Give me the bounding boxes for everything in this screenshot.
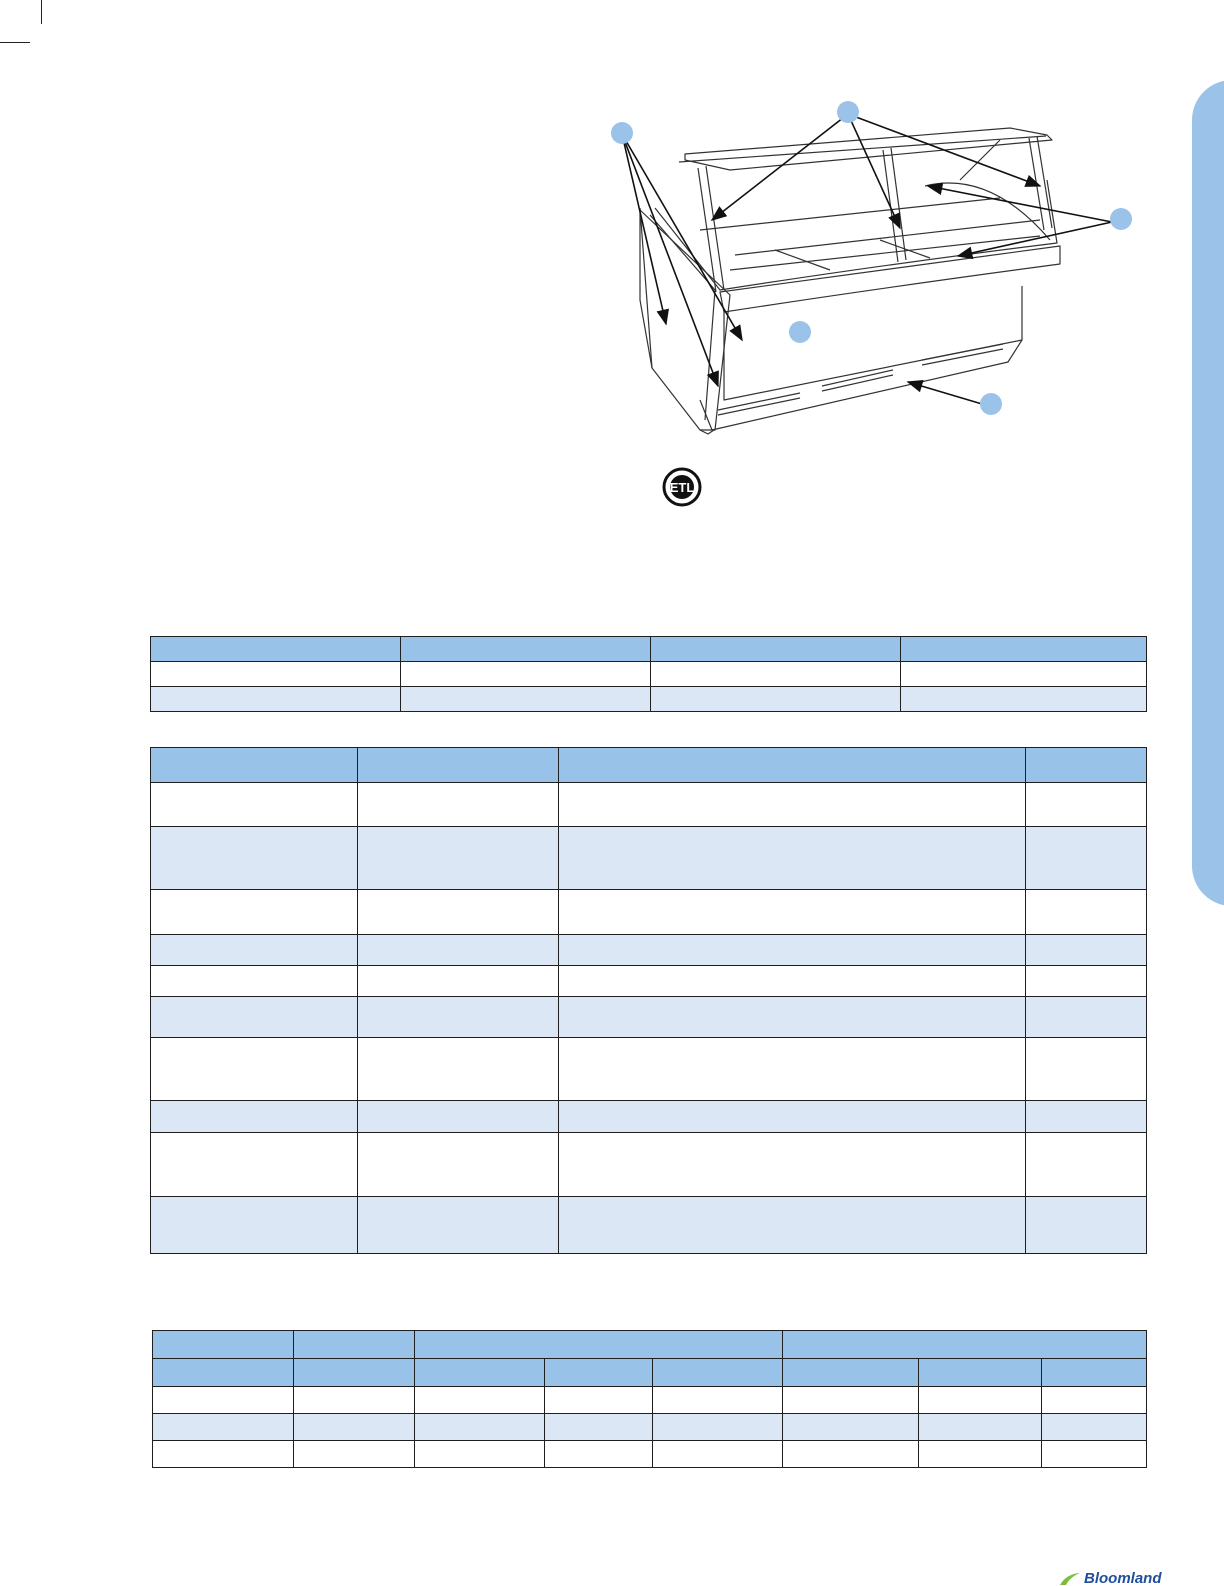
header-cell	[653, 1359, 783, 1387]
table-cell	[358, 890, 559, 935]
header-cell	[545, 1359, 653, 1387]
table-cell	[151, 1133, 358, 1197]
table-cell	[358, 827, 559, 890]
table-cell	[1026, 1101, 1147, 1133]
table-cell	[358, 1197, 559, 1254]
table-cell	[1042, 1414, 1147, 1441]
table-cell	[559, 1038, 1026, 1101]
table-cell	[1026, 997, 1147, 1038]
dimensions-table	[152, 1330, 1147, 1468]
header-group-cell	[415, 1331, 783, 1359]
table-cell	[415, 1414, 545, 1441]
table-cell	[1026, 1038, 1147, 1101]
table-cell	[151, 935, 358, 966]
table-cell	[1026, 935, 1147, 966]
table-cell	[151, 687, 401, 712]
table-cell	[294, 1441, 415, 1468]
case-foot	[700, 430, 714, 434]
table-cell	[415, 1387, 545, 1414]
case-end-left-inner	[650, 215, 715, 420]
table-cell	[358, 997, 559, 1038]
table-cell	[559, 1197, 1026, 1254]
table-cell	[151, 1038, 358, 1101]
header-cell	[401, 637, 651, 662]
table-cell	[294, 1414, 415, 1441]
table-cell	[358, 1101, 559, 1133]
header-cell	[901, 637, 1147, 662]
callout-marker	[611, 122, 633, 144]
header-cell	[151, 748, 358, 783]
table-cell	[1026, 1197, 1147, 1254]
table-cell	[151, 827, 358, 890]
logo-text: Bloomland	[1084, 1572, 1162, 1586]
table-cell	[358, 783, 559, 827]
case-body-front	[724, 286, 1022, 400]
table-cell	[559, 827, 1026, 890]
crop-mark-vertical	[41, 0, 42, 24]
header-cell	[358, 748, 559, 783]
table-cell	[901, 662, 1147, 687]
table-cell	[653, 1414, 783, 1441]
header-cell	[415, 1359, 545, 1387]
models-table	[150, 636, 1147, 712]
case-base	[700, 340, 1022, 430]
leader-line	[908, 382, 982, 404]
callout-marker	[789, 321, 811, 343]
table-cell	[651, 687, 901, 712]
callout-marker	[980, 393, 1002, 415]
side-section-tab	[1192, 80, 1224, 906]
table-cell	[559, 966, 1026, 997]
table-cell	[1026, 1133, 1147, 1197]
table-cell	[1026, 827, 1147, 890]
callout-marker	[837, 101, 859, 123]
table-cell	[151, 1101, 358, 1133]
table-cell	[1026, 890, 1147, 935]
table-cell	[653, 1387, 783, 1414]
case-vent-1	[718, 393, 800, 415]
table-cell	[545, 1387, 653, 1414]
table-cell	[1026, 966, 1147, 997]
table-cell	[919, 1387, 1042, 1414]
table-cell	[651, 662, 901, 687]
case-rear-line	[960, 140, 1000, 180]
table-cell	[545, 1414, 653, 1441]
table-cell	[153, 1441, 294, 1468]
table-cell	[559, 935, 1026, 966]
header-cell	[919, 1359, 1042, 1387]
etl-listed-mark	[664, 469, 700, 505]
table-cell	[358, 935, 559, 966]
table-cell	[401, 687, 651, 712]
table-cell	[358, 966, 559, 997]
header-cell	[153, 1359, 294, 1387]
table-cell	[358, 1133, 559, 1197]
table-cell	[653, 1441, 783, 1468]
header-cell	[783, 1359, 919, 1387]
table-cell	[151, 783, 358, 827]
header-cell	[651, 637, 901, 662]
table-cell	[151, 966, 358, 997]
table-cell	[151, 997, 358, 1038]
table-cell	[559, 783, 1026, 827]
case-display-floor	[700, 198, 1040, 270]
table-cell	[559, 1133, 1026, 1197]
table-cell	[1042, 1387, 1147, 1414]
display-case-illustration	[596, 92, 1144, 544]
table-cell	[783, 1414, 919, 1441]
leader-line	[622, 134, 718, 386]
table-cell	[559, 890, 1026, 935]
leader-line	[848, 114, 1040, 186]
table-cell	[1042, 1441, 1147, 1468]
leader-line	[712, 114, 848, 220]
table-cell	[358, 1038, 559, 1101]
crop-mark-horizontal	[0, 42, 30, 43]
table-cell	[294, 1387, 415, 1414]
table-cell	[151, 662, 401, 687]
table-cell	[783, 1387, 919, 1414]
header-cell	[1026, 748, 1147, 783]
header-cell	[294, 1331, 415, 1359]
table-cell	[153, 1387, 294, 1414]
table-cell	[545, 1441, 653, 1468]
table-cell	[919, 1441, 1042, 1468]
table-cell	[401, 662, 651, 687]
header-cell	[151, 637, 401, 662]
table-cell	[559, 1101, 1026, 1133]
header-cell	[559, 748, 1026, 783]
table-cell	[919, 1414, 1042, 1441]
callout-marker	[1110, 208, 1132, 230]
case-vent-3	[922, 344, 1003, 365]
header-group-cell	[783, 1331, 1147, 1359]
svg-text:ETL: ETL	[669, 480, 695, 495]
table-cell	[901, 687, 1147, 712]
table-cell	[1026, 783, 1147, 827]
features-table	[150, 747, 1147, 1254]
table-cell	[151, 1197, 358, 1254]
header-cell	[294, 1359, 415, 1387]
table-cell	[415, 1441, 545, 1468]
table-cell	[153, 1414, 294, 1441]
header-cell	[1042, 1359, 1147, 1387]
table-cell	[559, 997, 1026, 1038]
table-cell	[783, 1441, 919, 1468]
header-cell	[153, 1331, 294, 1359]
case-left-panel	[640, 208, 652, 368]
case-rail	[720, 246, 1060, 312]
case-shelf-divider	[775, 240, 930, 270]
leader-line	[928, 186, 1112, 222]
table-cell	[151, 890, 358, 935]
